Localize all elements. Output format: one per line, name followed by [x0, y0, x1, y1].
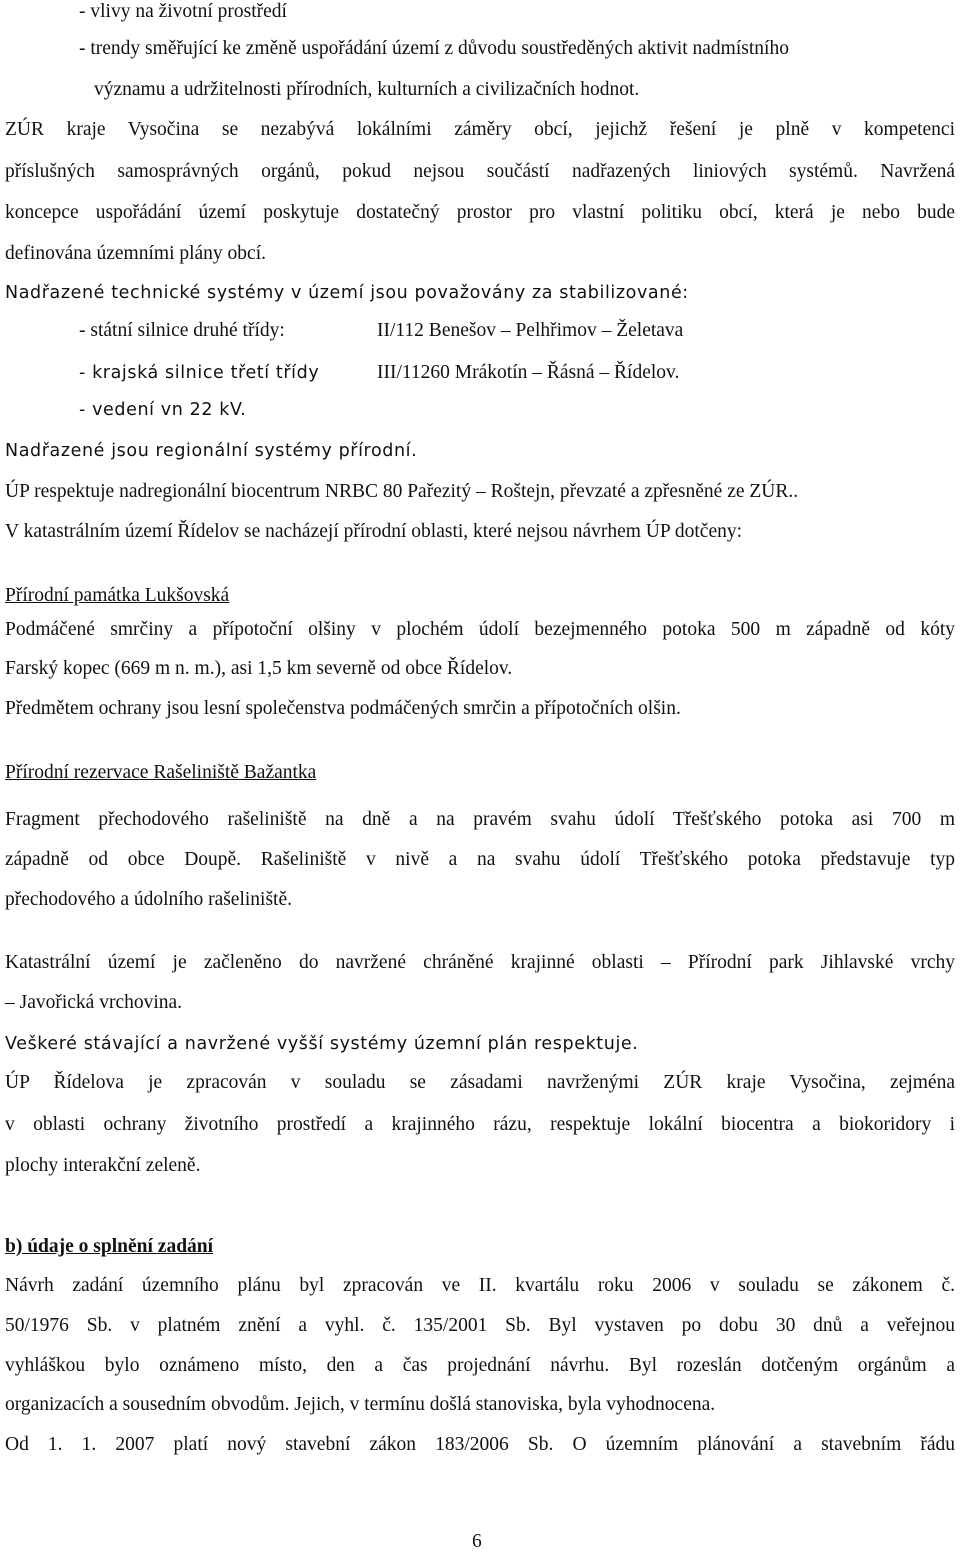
technical-item-value: III/11260 Mrákotín – Řásná – Řídelov.	[377, 362, 680, 383]
zur-paragraph-line: příslušných samosprávných orgánů, pokud nejsou součástí nadřazených liniových systémů. Navržená	[5, 161, 955, 182]
bazantka-line: přechodového a údolního rašeliniště.	[5, 889, 293, 910]
bazantka-line: Fragment přechodového rašeliniště na dně a na pravém svahu údolí Třešťského potoka asi 700 m	[5, 809, 955, 830]
intro-item: - vlivy na životní prostředí	[79, 1, 287, 22]
up-paragraph-line: plochy interakční zeleně.	[5, 1155, 201, 1176]
zur-paragraph-line: ZÚR kraje Vysočina se nezabývá lokálními záměry obcí, jejichž řešení je plně v kompetenci	[5, 119, 955, 140]
landscape-area-line: Katastrální území je začleněno do navržené chráněné krajinné oblasti – Přírodní park Jihlavské vrchy	[5, 952, 955, 973]
respect-line: Veškeré stávající a navržené vyšší systémy územní plán respektuje.	[5, 1034, 639, 1054]
intro-item: významu a udržitelnosti přírodních, kulturních a civilizačních hodnot.	[94, 79, 640, 100]
biocentrum-line: ÚP respektuje nadregionální biocentrum NRBC 80 Pařezitý – Roštejn, převzaté a zpřesněné ze ZÚR..	[5, 481, 799, 502]
section-title-bazantka: Přírodní rezervace Rašeliniště Bažantka	[5, 762, 317, 783]
technical-heading: Nadřazené technické systémy v území jsou považovány za stabilizované:	[5, 283, 689, 303]
natural-areas-intro: V katastrálním území Řídelov se nacházejí přírodní oblasti, které nejsou návrhem ÚP dotčeny:	[5, 521, 743, 542]
zur-paragraph-line: koncepce uspořádání území poskytuje dostatečný prostor pro vlastní politiku obcí, která je nebo bude	[5, 202, 955, 223]
section-b-line: Od 1. 1. 2007 platí nový stavební zákon 183/2006 Sb. O územním plánování a stavebním řádu	[5, 1434, 955, 1455]
technical-item-label: - krajská silnice třetí třídy	[79, 363, 320, 383]
technical-item-value: II/112 Benešov – Pelhřimov – Želetava	[377, 320, 684, 341]
luksovska-protection: Předmětem ochrany jsou lesní společenstva podmáčených smrčin a přípotočních olšin.	[5, 698, 681, 719]
luksovska-line: Podmáčené smrčiny a přípotoční olšiny v plochém údolí bezejmenného potoka 500 m západně od kóty	[5, 619, 955, 640]
section-b-heading: b) údaje o splnění zadání	[5, 1236, 214, 1257]
section-b-line: vyhláškou bylo oznámeno místo, den a čas projednání návrhu. Byl rozeslán dotčeným orgánům a	[5, 1355, 955, 1376]
bazantka-line: západně od obce Doupě. Rašeliniště v nivě a na svahu údolí Třešťského potoka představuje typ	[5, 849, 955, 870]
power-line-item: - vedení vn 22 kV.	[79, 400, 247, 420]
luksovska-line: Farský kopec (669 m n. m.), asi 1,5 km severně od obce Řídelov.	[5, 658, 513, 679]
page-number: 6	[472, 1531, 482, 1552]
landscape-area-line: – Javořická vrchovina.	[5, 992, 183, 1013]
regional-systems-line: Nadřazené jsou regionální systémy přírodní.	[5, 441, 418, 461]
up-paragraph-line: v oblasti ochrany životního prostředí a krajinného rázu, respektuje lokální biocentra a biokoridory i	[5, 1114, 955, 1135]
section-b-line: Návrh zadání územního plánu byl zpracován ve II. kvartálu roku 2006 v souladu se zákonem č.	[5, 1275, 955, 1296]
technical-item-label: - státní silnice druhé třídy:	[79, 320, 285, 341]
section-b-line: 50/1976 Sb. v platném znění a vyhl. č. 135/2001 Sb. Byl vystaven po dobu 30 dnů a veřejnou	[5, 1315, 955, 1336]
zur-paragraph-line: definována územními plány obcí.	[5, 243, 267, 264]
up-paragraph-line: ÚP Řídelova je zpracován v souladu se zásadami navrženými ZÚR kraje Vysočina, zejména	[5, 1072, 955, 1093]
section-title-luksovska: Přírodní památka Lukšovská	[5, 585, 230, 606]
intro-item: - trendy směřující ke změně uspořádání území z důvodu soustředěných aktivit nadmístního	[79, 38, 789, 59]
section-b-line: organizacích a sousedním obvodům. Jejich, v termínu došlá stanoviska, byla vyhodnocena.	[5, 1394, 716, 1415]
